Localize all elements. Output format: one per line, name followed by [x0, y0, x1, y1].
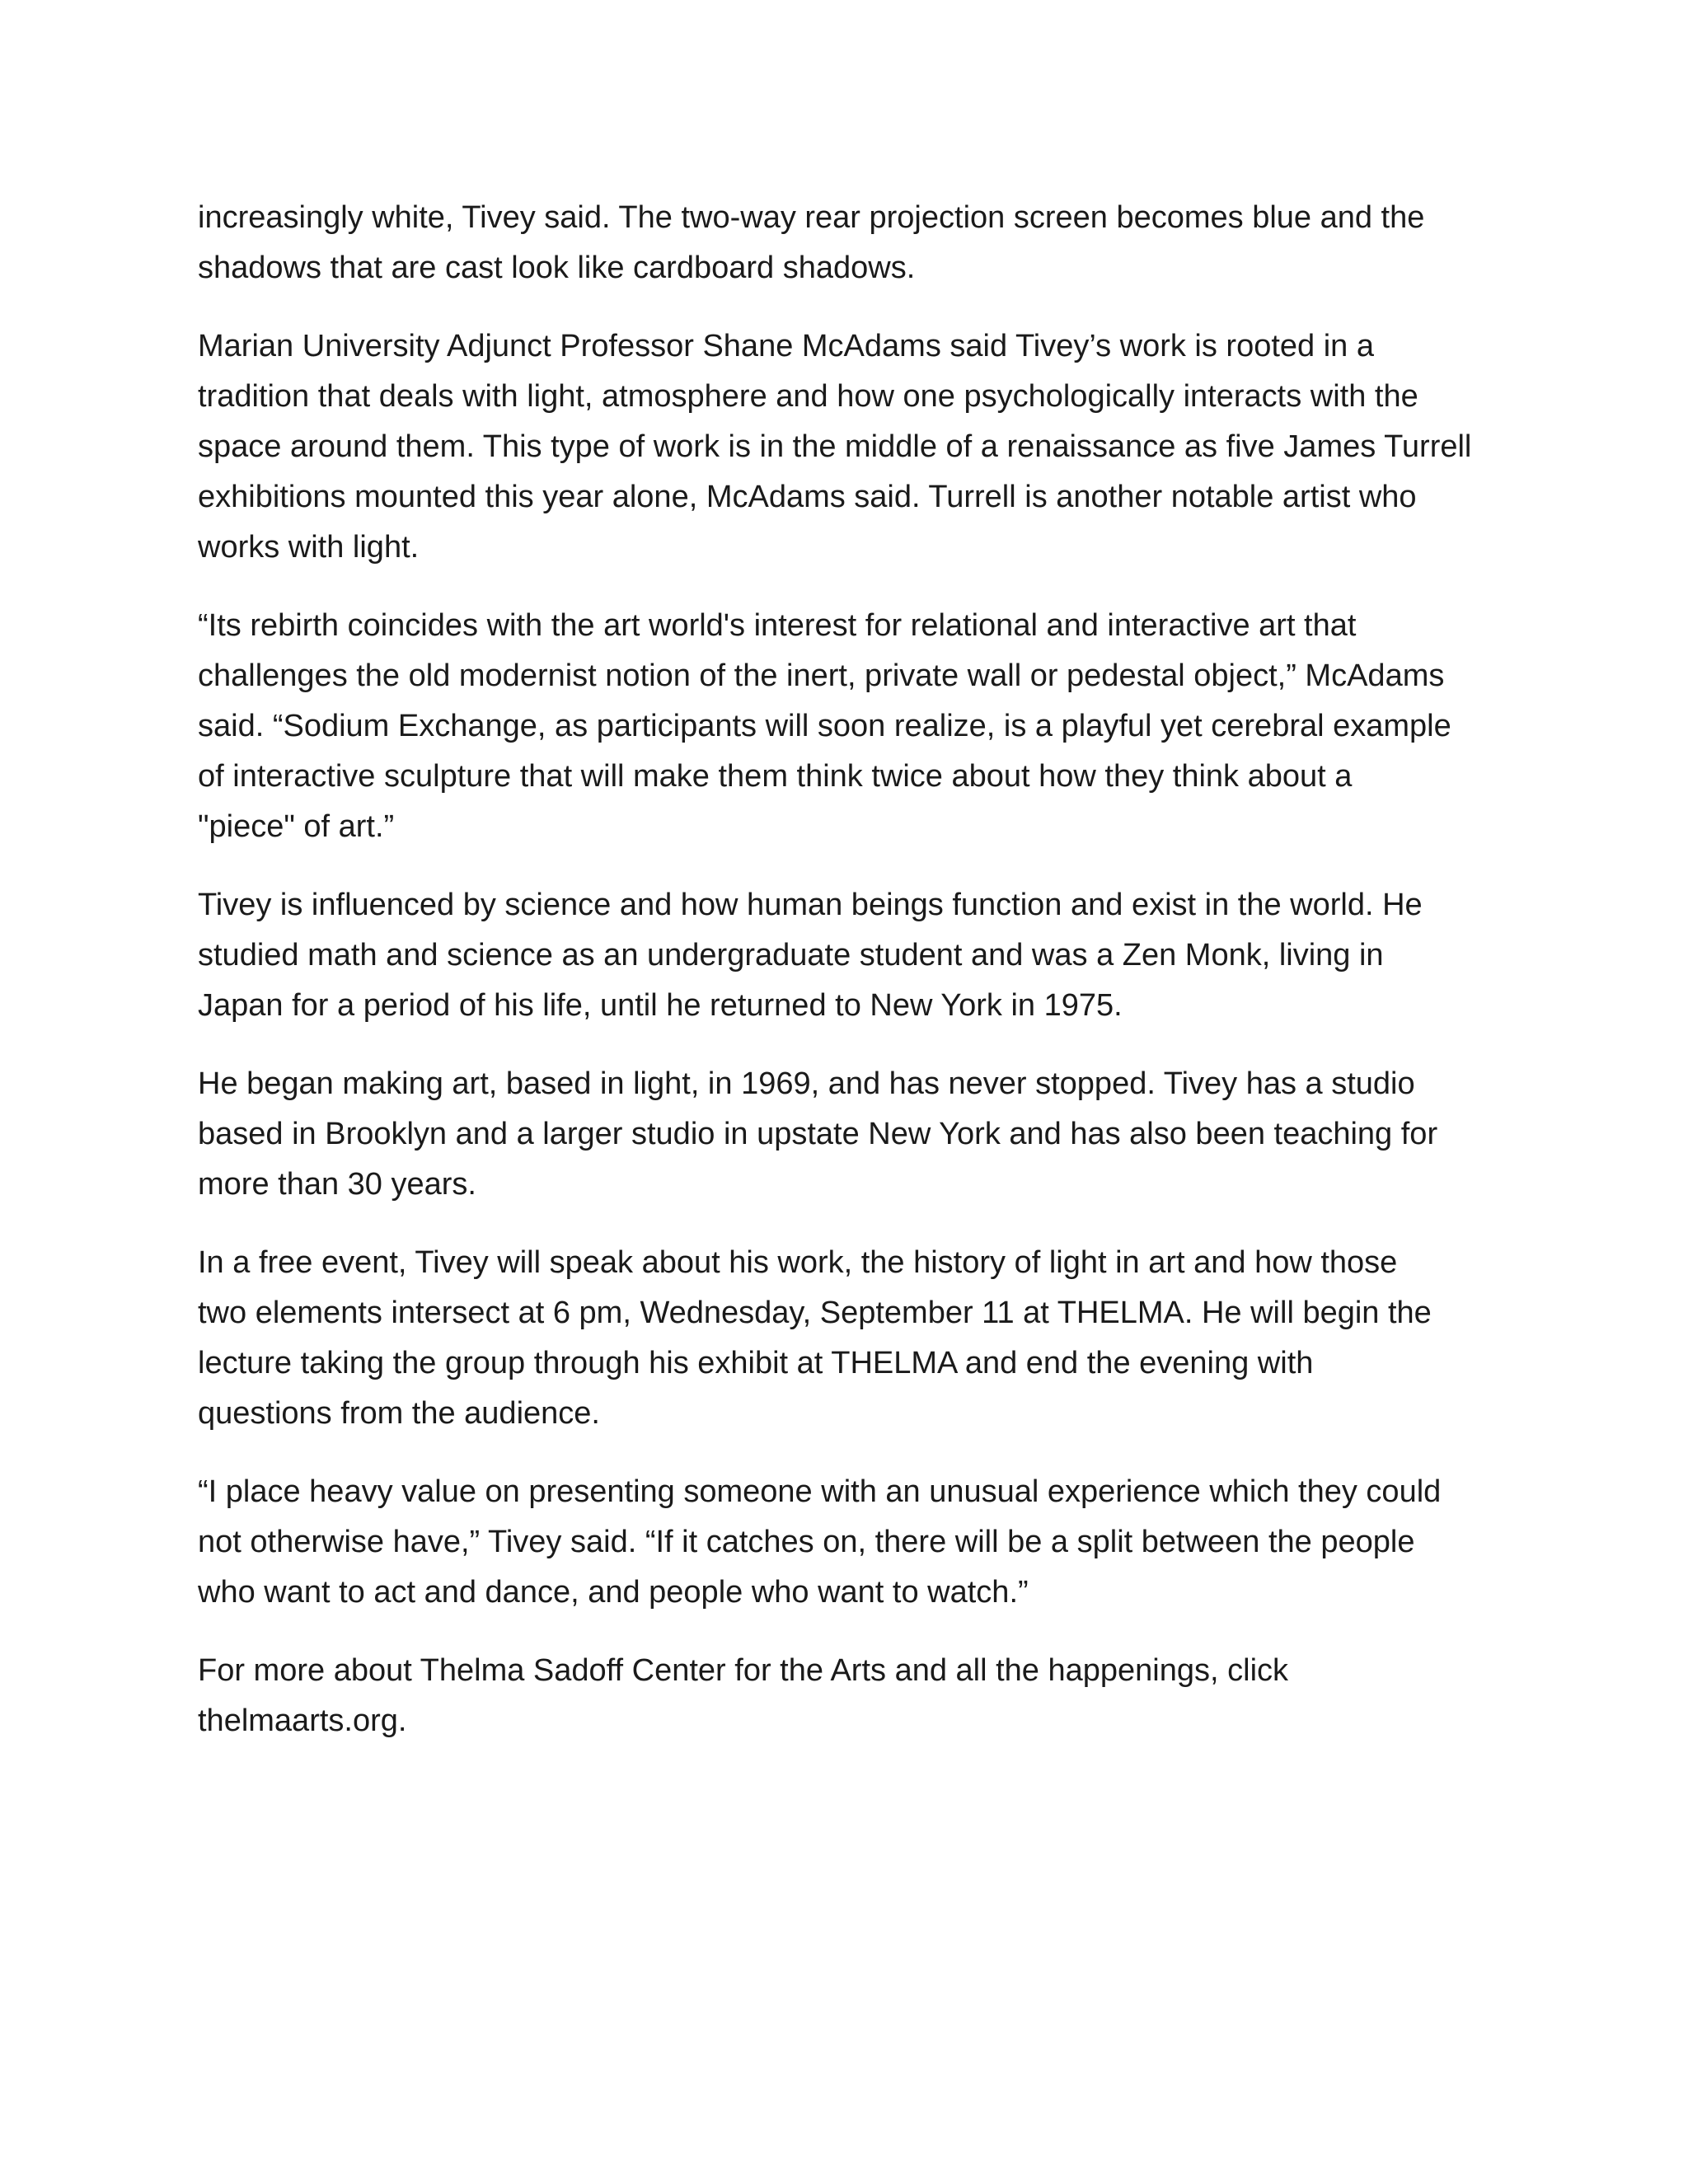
text-line: shadows that are cast look like cardboard shadows. [198, 251, 916, 285]
paragraph-tivey-background [198, 880, 1492, 1031]
text-line: who want to act and dance, and people who want to watch.” [198, 1575, 1029, 1610]
text-line: of interactive sculpture that will make them think twice about how they think about a [198, 759, 1353, 794]
paragraph-more-info [198, 1646, 1492, 1746]
paragraph-tivey-quote [198, 1467, 1492, 1618]
text-line: “I place heavy value on presenting someone with an unusual experience which they could [198, 1474, 1442, 1509]
text-line: challenges the old modernist notion of the inert, private wall or pedestal object,” McAdams [198, 658, 1445, 693]
text-line: For more about Thelma Sadoff Center for the Arts and all the happenings, click [198, 1653, 1289, 1688]
text-line: thelmaarts.org. [198, 1704, 407, 1738]
paragraph-mcadams-quote [198, 601, 1492, 852]
text-line: In a free event, Tivey will speak about his work, the history of light in art and how those [198, 1245, 1398, 1280]
text-line: exhibitions mounted this year alone, McAdams said. Turrell is another notable artist who [198, 480, 1417, 514]
text-line: Tivey is influenced by science and how human beings function and exist in the world. He [198, 888, 1423, 922]
text-line: questions from the audience. [198, 1396, 600, 1431]
text-line: Japan for a period of his life, until he returned to New York in 1975. [198, 988, 1123, 1023]
text-line: two elements intersect at 6 pm, Wednesday, September 11 at THELMA. He will begin the [198, 1296, 1432, 1330]
paragraph-projection-screen [198, 193, 1492, 293]
article-body [198, 193, 1492, 1774]
text-line: studied math and science as an undergraduate student and was a Zen Monk, living in [198, 938, 1384, 972]
text-line: increasingly white, Tivey said. The two-way rear projection screen becomes blue and the [198, 200, 1425, 235]
text-line: works with light. [198, 530, 420, 565]
text-line: "piece" of art.” [198, 809, 395, 844]
text-line: lecture taking the group through his exhibit at THELMA and end the evening with [198, 1346, 1314, 1380]
text-line: not otherwise have,” Tivey said. “If it catches on, there will be a split between the people [198, 1525, 1415, 1559]
text-line: He began making art, based in light, in 1969, and has never stopped. Tivey has a studio [198, 1066, 1415, 1101]
text-line: tradition that deals with light, atmosphere and how one psychologically interacts with the [198, 379, 1418, 414]
text-line: Marian University Adjunct Professor Shane McAdams said Tivey’s work is rooted in a [198, 329, 1375, 363]
text-line: based in Brooklyn and a larger studio in upstate New York and has also been teaching for [198, 1117, 1438, 1151]
text-line: more than 30 years. [198, 1167, 476, 1202]
text-line: “Its rebirth coincides with the art world's interest for relational and interactive art that [198, 608, 1357, 643]
text-line: space around them. This type of work is in the middle of a renaissance as five James Turrell [198, 429, 1472, 464]
paragraph-free-event [198, 1238, 1492, 1439]
paragraph-mcadams-tradition [198, 321, 1492, 573]
paragraph-tivey-studio [198, 1059, 1492, 1210]
text-line: said. “Sodium Exchange, as participants will soon realize, is a playful yet cerebral example [198, 709, 1451, 743]
